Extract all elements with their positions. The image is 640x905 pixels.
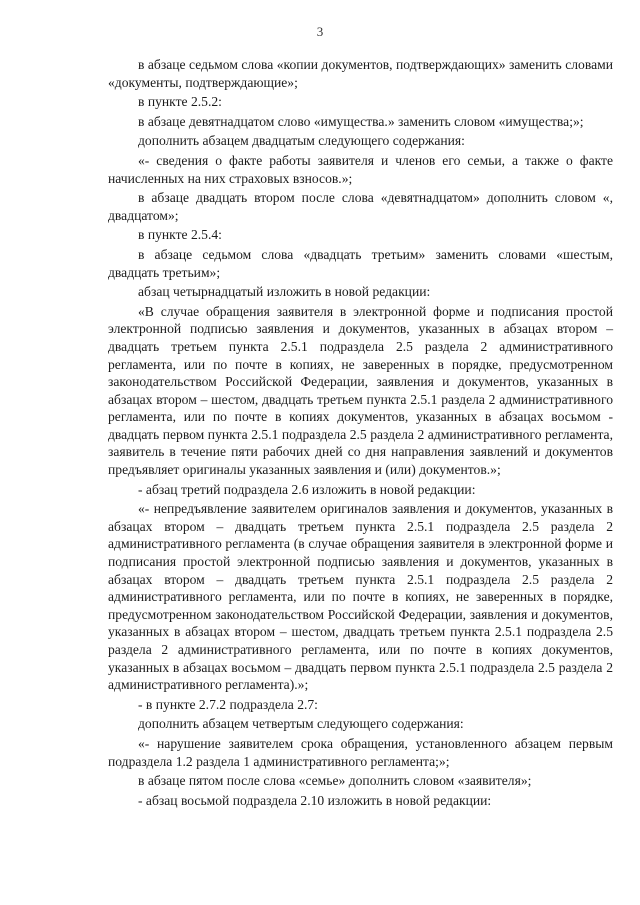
paragraph: «В случае обращения заявителя в электронной форме и подписания простой электронной подписью заявления и документов, указанных в абзацах втором – двадцать третьем пункта 2.5.1 подраздела 2.5 раздела 2 административного регламента, или по почте в копиях, не заверенных в порядке, предусмотренном законодательством Российской Федерации, заявления и документов, указанных в абзацах втором – шестом, двадцать третьем пункта 2.5.1 раздела 2 административного регламента, или по почте в копиях документов, указанных в абзацах восьмом - двадцать первом пункта 2.5.1 подраздела 2.5 раздела 2 административного регламента, заявитель в течение пяти рабочих дней со дня направления заявлений и документов предъявляет оригиналы указанных заявления и (или) документов.»; [108, 303, 613, 478]
paragraph: в абзаце пятом после слова «семье» дополнить словом «заявителя»; [138, 773, 532, 789]
paragraph: абзац четырнадцатый изложить в новой редакции: [138, 284, 431, 300]
paragraph: - абзац третий подраздела 2.6 изложить в новой редакции: [138, 481, 476, 497]
document-body [108, 56, 613, 811]
paragraph: в абзаце седьмом слова «копии документов, подтверждающих» заменить словами «документы, подтверждающие»; [108, 57, 613, 90]
paragraph: «- сведения о факте работы заявителя и членов его семьи, а также о факте начисленных на них страховых взносов.»; [108, 152, 613, 186]
paragraph: дополнить абзацем четвертым следующего содержания: [138, 716, 464, 732]
paragraph: в абзаце девятнадцатом слово «имущества.» заменить словом «имущества;»; [138, 113, 584, 129]
paragraph: «- нарушение заявителем срока обращения, установленного абзацем первым подраздела 1.2 раздела 1 административного регламента;»; [108, 735, 613, 769]
page-number: 3 [316, 24, 324, 39]
paragraph: «- непредъявление заявителем оригиналов заявления и документов, указанных в абзацах втором – двадцать третьем пункта 2.5.1 подраздела 2.5 раздела 2 административного регламента (в случае обращения заявителя в электронной форме и подписания простой электронной подписью заявления и документов, указанных в абзацах втором – двадцать третьем пункта 2.5.1 подраздела 2.5 раздела 2 административного регламента, или по почте в копиях, не заверенных в порядке, предусмотренном законодательством Российской Федерации, заявления и документов, указанных в абзацах втором – шестом, двадцать третьем пункта 2.5.1 подраздела 2.5 раздела 2 административного регламента, или по почте в копиях документов, указанных в абзацах восьмом – двадцать первом пункта 2.5.1 подраздела 2.5 раздела 2 административного регламента).»; [108, 501, 613, 693]
paragraph: дополнить абзацем двадцатым следующего содержания: [138, 133, 465, 149]
paragraph: в пункте 2.5.2: [138, 94, 222, 110]
paragraph: - в пункте 2.7.2 подраздела 2.7: [138, 696, 318, 712]
paragraph: в абзаце седьмом слова «двадцать третьим» заменить словами «шестым, двадцать третьим»; [108, 246, 613, 280]
paragraph: в пункте 2.5.4: [138, 227, 222, 243]
paragraph: в абзаце двадцать втором после слова «девятнадцатом» дополнить словом «, двадцатом»; [108, 190, 613, 223]
paragraph: - абзац восьмой подраздела 2.10 изложить в новой редакции: [138, 792, 492, 808]
